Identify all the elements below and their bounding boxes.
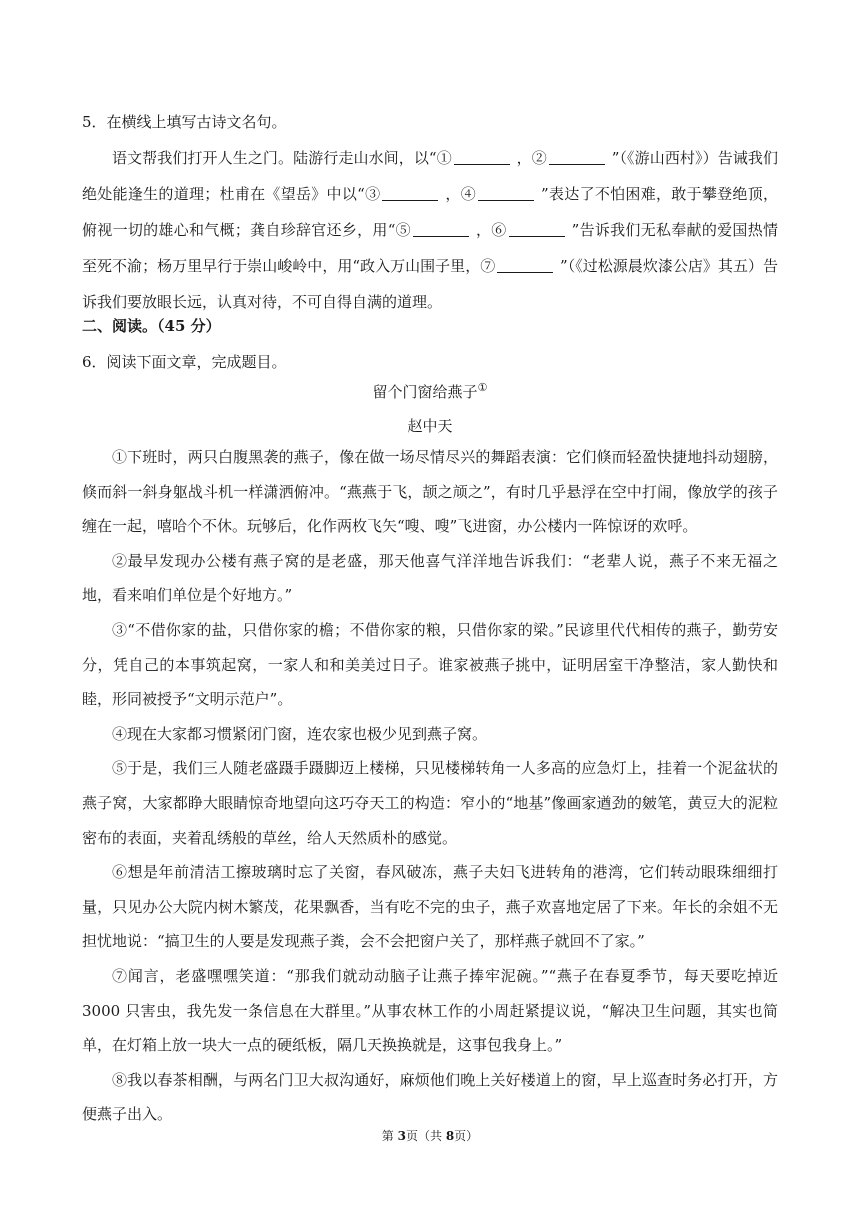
article-paragraph-4: ④现在大家都习惯紧闭门窗，连农家也极少见到燕子窝。: [112, 724, 488, 743]
article-title-note: ①: [477, 381, 488, 394]
q5-text-6: ，⑥: [470, 221, 507, 239]
answer-blank-2[interactable]: [549, 150, 605, 165]
answer-blank-1[interactable]: [454, 150, 510, 165]
q5-text-8: ”（《过松源晨炊漆公店》其五）告诉我们要放眼长远，认真对待，不可自得自满的道理。: [82, 257, 778, 311]
q5-text-2: ，②: [511, 149, 547, 167]
question-5-heading: 5．在横线上填写古诗文名句。: [82, 113, 287, 131]
footer-middle: 页（共: [405, 1129, 446, 1143]
article-paragraph-7: ⑦闻言，老盛嘿嘿笑道：“那我们就动动脑子让燕子捧牢泥碗。”“燕子在春夏季节，每天要吃掉近 3000 只害虫，我先发一条信息在大群里。”从事农林工作的小周赶紧提议说，“解决卫生问题，其实也简单，在灯箱上放一块大一点的硬纸板，隔几天换换就是，这事包我身上。”: [82, 966, 778, 1055]
q5-text-7: ”告诉我们无私奉献的爱国热情至死不渝；杨万里早行于崇山峻岭中，用“政入万山围子里，⑦: [82, 221, 778, 275]
section-2-heading: 二、阅读。（45 分）: [82, 317, 221, 335]
article-paragraph-5: ⑤于是，我们三人随老盛蹑手蹑脚迈上楼梯，只见楼梯转角一人多高的应急灯上，挂着一个泥盆状的燕子窝，大家都睁大眼睛惊奇地望向这巧夺天工的构造：窄小的“地基”像画家遒劲的皴笔，黄豆大的泥粒密布的表面，夹着乱绣般的草丝，给人天然质朴的感觉。: [82, 759, 778, 847]
answer-blank-3[interactable]: [382, 186, 438, 201]
question-5-body: [82, 140, 778, 320]
article-body: [82, 440, 778, 1132]
answer-blank-7[interactable]: [497, 258, 553, 273]
article-paragraph-3: ③“不借你家的盐，只借你家的檐；不借你家的粮，只借你家的梁。”民谚里代代相传的燕子，勤劳安分，凭自己的本事筑起窝，一家人和和美美过日子。谁家被燕子挑中，证明居室干净整洁，家人勤快和睦，形同被授予“文明示范户”。: [82, 620, 778, 709]
answer-blank-6[interactable]: [509, 222, 565, 237]
article-paragraph-2: ②最早发现办公楼有燕子窝的是老盛，那天他喜气洋洋地告诉我们：“老辈人说，燕子不来无福之地，看来咱们单位是个好地方。”: [82, 551, 778, 605]
footer-total-pages: 8: [445, 1129, 455, 1143]
article-title: [82, 374, 778, 410]
footer-suffix: 页）: [454, 1129, 479, 1143]
answer-blank-4[interactable]: [478, 186, 534, 201]
q5-text-5: ”表达了不怕困难，敢于攀登绝顶，俯视一切的雄心和气概；龚自珍辞官还乡，用“⑤: [82, 185, 778, 239]
footer-prefix: 第: [381, 1129, 398, 1143]
article-paragraph-1: ①下班时，两只白腹黑袭的燕子，像在做一场尽情尽兴的舞蹈表演：它们倏而轻盈快捷地抖动翅膀，倏而斜一斜身躯战斗机一样潇洒俯冲。“燕燕于飞，颉之颃之”，有时几乎悬浮在空中打闹，像放学的孩子缠在一起，嘻哈个不休。玩够后，化作两枚飞矢“嗖、嗖”飞进窗，办公楼内一阵惊讶的欢呼。: [82, 448, 778, 536]
footer-page-number: 3: [397, 1129, 406, 1143]
article-paragraph-6: ⑥想是年前清洁工擦玻璃时忘了关窗，春风破冻，燕子夫妇飞进转角的港湾，它们转动眼珠细细打量，只见办公大院内树木繁茂，花果飘香，当有吃不完的虫子，燕子欢喜地定居了下来。年长的余姐不无担忧地说：“搞卫生的人要是发现燕子粪，会不会把窗户关了，那样燕子就回不了家。”: [82, 863, 778, 951]
q5-text-1: 语文帮我们打开人生之门。陆游行走山水间，以“①: [112, 149, 452, 167]
page-footer: [0, 1126, 860, 1146]
answer-blank-5[interactable]: [413, 222, 469, 237]
article-author: 赵中天: [407, 417, 453, 435]
article-paragraph-8: ⑧我以春茶相酬，与两名门卫大叔沟通好，麻烦他们晚上关好楼道上的窗，早上巡查时务必打开，方便燕子出入。: [82, 1070, 778, 1124]
article-title-text: 留个门窗给燕子: [372, 383, 478, 401]
q5-text-4: ，④: [440, 185, 476, 203]
question-6-heading: 6．阅读下面文章，完成题目。: [82, 353, 287, 371]
q5-text-3: ”（《游山西村》）告诫我们绝处能逢生的道理；杜甫在《望岳》中以“③: [82, 149, 778, 203]
